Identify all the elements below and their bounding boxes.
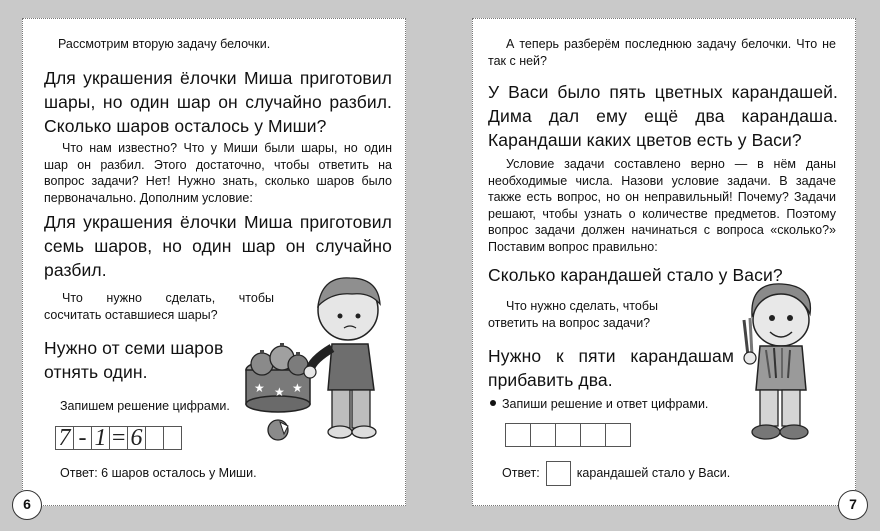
left-question: Что нужно сделать, чтобы сосчитать оставшиеся шары? xyxy=(44,291,274,322)
left-action: Нужно от семи шаров отнять один. xyxy=(44,338,224,382)
left-intro: Рассмотрим вторую задачу белочки. xyxy=(58,37,271,51)
right-problem: У Васи было пять цветных карандашей. Дима дал ему ещё два карандаша. Карандаши каких цветов есть у Васи? xyxy=(488,82,838,150)
right-page-number: 7 xyxy=(838,490,868,520)
boy-with-pencils-illustration xyxy=(730,280,830,460)
answer-cell[interactable] xyxy=(555,423,581,447)
equation-cell: - xyxy=(73,426,92,450)
left-problem-1: Для украшения ёлочки Миша приготовил шары, но один шар он случайно разбил. Сколько шаров осталось у Миши? xyxy=(44,68,392,136)
answer-prefix: Ответ: xyxy=(502,466,540,480)
answer-cell[interactable] xyxy=(530,423,556,447)
svg-text:★: ★ xyxy=(274,385,285,399)
answer-suffix: карандашей стало у Васи. xyxy=(576,466,731,480)
equation-cell: 7 xyxy=(55,426,74,450)
answer-cell[interactable] xyxy=(580,423,606,447)
right-answer-line xyxy=(502,461,802,486)
left-write-prompt: Запишем решение цифрами. xyxy=(60,399,230,413)
right-correct-question: Сколько карандашей стало у Васи? xyxy=(488,265,783,285)
right-question: Что нужно сделать, чтобы ответить на вопрос задачи? xyxy=(488,299,658,330)
left-explanation: Что нам известно? Что у Миши были шары, но один шар он разбил. Этого достаточно, чтобы ответить на вопрос задачи? Нет! Нужно знать, сколько шаров было первоначально. Дополним условие: xyxy=(44,141,392,205)
bullet-icon xyxy=(490,400,496,406)
equation-cell: 1 xyxy=(91,426,110,450)
right-explanation: Условие задачи составлено верно — в нём даны необходимые числа. Назови условие задачи. В задаче также есть вопрос, но он неправильный! Почему? Задачи решают, чтобы узнать о количестве предметов. Поэтому вопрос задачи должен начинаться с вопроса «сколько?» Поставим вопрос правильно: xyxy=(488,157,836,254)
right-task xyxy=(490,396,750,413)
right-action: Нужно к пяти карандашам прибавить два. xyxy=(488,346,734,390)
answer-box[interactable] xyxy=(546,461,571,486)
left-problem-2: Для украшения ёлочки Миша приготовил семь шаров, но один шар он случайно разбил. xyxy=(44,212,392,280)
equation-cells xyxy=(56,426,182,450)
left-page-number: 6 xyxy=(12,490,42,520)
equation-cell xyxy=(163,426,182,450)
right-intro: А теперь разберём последнюю задачу белочки. Что не так с ней? xyxy=(488,37,836,68)
left-answer: Ответ: 6 шаров осталось у Миши. xyxy=(60,466,257,480)
answer-cell[interactable] xyxy=(605,423,631,447)
answer-cell[interactable] xyxy=(505,423,531,447)
svg-text:★: ★ xyxy=(254,381,265,395)
equation-cell xyxy=(145,426,164,450)
right-task-text: Запиши решение и ответ цифрами. xyxy=(502,397,709,411)
equation-cell: = xyxy=(110,425,127,451)
boy-with-ornaments-illustration xyxy=(240,270,400,450)
equation-cell: 6 xyxy=(127,426,146,450)
answer-cells[interactable] xyxy=(506,423,631,447)
svg-text:★: ★ xyxy=(292,381,303,395)
